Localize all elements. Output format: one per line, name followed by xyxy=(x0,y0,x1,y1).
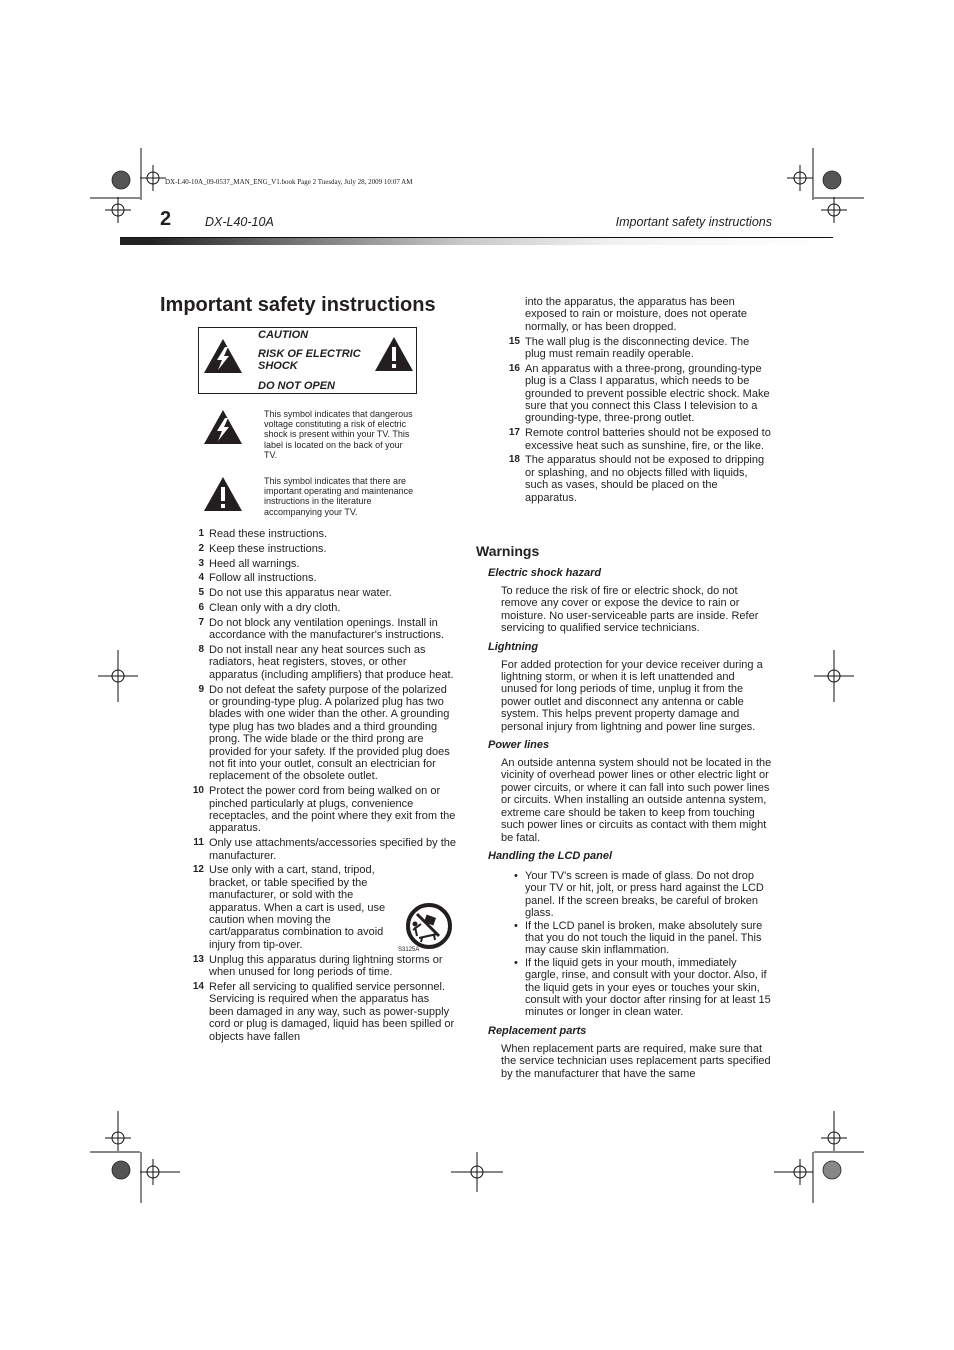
instruction-text: Do not install near any heat sources such as radiators, heat registers, stoves, or other apparatus (including amplifiers) that produce heat. xyxy=(209,643,454,681)
exclamation-triangle-icon xyxy=(374,336,414,372)
instruction-number: 8 xyxy=(198,643,204,655)
warnings-heading: Warnings xyxy=(476,543,540,559)
instruction-text: Refer all servicing to qualified service personnel. Servicing is required when the apparatus has been damaged in any way, such as power-supply cord or plug is damaged, liquid has been spilled or objects have fallen xyxy=(209,980,455,1043)
instruction-item-18 xyxy=(506,454,772,504)
instruction-number: 14 xyxy=(192,980,204,992)
header-rule xyxy=(120,237,833,245)
lcd-panel-list xyxy=(514,870,773,1019)
lightning-triangle-icon xyxy=(203,338,243,374)
symbol-description-voltage: This symbol indicates that dangerous voltage constituting a risk of electric shock is present within your TV. This label is located on the back of your TV. xyxy=(264,409,413,460)
instructions-left-column xyxy=(194,528,456,1045)
instruction-item-17 xyxy=(506,427,772,452)
instruction-text: Do not use this apparatus near water. xyxy=(209,587,392,600)
caution-box xyxy=(198,327,417,394)
instruction-number: 16 xyxy=(508,362,520,374)
instruction-number: 2 xyxy=(198,542,204,554)
instruction-number: 1 xyxy=(198,528,204,539)
replacement-parts-heading: Replacement parts xyxy=(488,1024,587,1037)
replacement-parts-text: When replacement parts are required, make sure that the service technician uses replacement parts specified by the manufacturer that have the same xyxy=(501,1042,771,1080)
instruction-item-9 xyxy=(194,684,456,783)
instruction-text: Only use attachments/accessories specified by the manufacturer. xyxy=(209,837,457,862)
instruction-number: 17 xyxy=(508,427,520,439)
instruction-text: Remote control batteries should not be exposed to excessive heat such as sunshine, fire, or the like. xyxy=(525,427,771,452)
caution-line3: DO NOT OPEN xyxy=(258,380,336,392)
instruction-number: 10 xyxy=(192,785,204,797)
caution-text xyxy=(258,329,363,392)
lightning-triangle-icon xyxy=(203,409,243,445)
instruction-text: Clean only with a dry cloth. xyxy=(209,601,341,614)
instruction-item-16 xyxy=(506,363,772,425)
instructions-list-continued xyxy=(506,336,772,504)
exclamation-triangle-icon xyxy=(203,476,243,512)
instruction-text: The wall plug is the disconnecting device. The plug must remain readily operable. xyxy=(525,335,750,361)
page-title: Important safety instructions xyxy=(160,294,436,316)
instruction-text: Use only with a cart, stand, tripod, bracket, or table specified by the manufacturer, or sold with the apparatus. When a cart is used, use caution when moving the cart/apparatus combination to avoid injury from tip-over. xyxy=(209,864,386,951)
instruction-number: 13 xyxy=(192,953,204,965)
instruction-item-6 xyxy=(194,602,456,614)
instruction-item-8 xyxy=(194,644,456,681)
lcd-panel-heading: Handling the LCD panel xyxy=(488,849,613,862)
instruction-item-1 xyxy=(194,528,456,540)
instruction-item-13 xyxy=(194,954,456,979)
instruction-text: Follow all instructions. xyxy=(209,572,317,585)
instruction-text: Do not block any ventilation openings. Install in accordance with the manufacturer's instructions. xyxy=(209,616,445,642)
power-lines-text: An outside antenna system should not be located in the vicinity of overhead power lines or other electric light or power circuits, or where it can fall into such power lines or circuits. When installing an outside antenna system, extreme care should be taken to keep from touching such power lines or circuits as contact with them might be fatal. xyxy=(501,757,772,844)
item-14-continuation: into the apparatus, the apparatus has been exposed to rain or moisture, does not operate normally, or has been dropped. xyxy=(525,296,747,333)
instruction-item-4 xyxy=(194,572,456,584)
instruction-number: 18 xyxy=(508,454,520,466)
print-slug: DX-L40-10A_09-0537_MAN_ENG_V1.book Page 2 Tuesday, July 28, 2009 10:07 AM xyxy=(165,178,413,186)
instruction-text: Heed all warnings. xyxy=(209,557,300,570)
lcd-bullet: • If the liquid gets in your mouth, immediately gargle, rinse, and consult with your doctor. Also, if the liquid gets in your eyes or touches your skin, consult with your doctor after rinsing for at least 15 minutes or longer in clean water. xyxy=(514,957,773,1019)
caution-line2: RISK OF ELECTRIC SHOCK xyxy=(258,348,361,372)
instruction-item-5 xyxy=(194,587,456,599)
warnings-section xyxy=(476,543,776,1080)
page-number: 2 xyxy=(160,208,172,230)
running-head: Important safety instructions xyxy=(615,215,772,229)
instruction-text: Read these instructions. xyxy=(209,528,328,540)
electric-shock-text: To reduce the risk of fire or electric shock, do not remove any cover or expose the device to rain or moisture. No user-serviceable parts are inside. Refer servicing to qualified service technicians. xyxy=(501,585,759,635)
instruction-number: 12 xyxy=(192,864,204,876)
symbol-description-instructions: This symbol indicates that there are important operating and maintenance instructions in the literature accompanying your TV. xyxy=(264,476,414,517)
instruction-number: 7 xyxy=(198,616,204,628)
model-number: DX-L40-10A xyxy=(205,215,274,229)
instruction-number: 6 xyxy=(198,601,204,613)
instructions-list xyxy=(194,528,456,1043)
instruction-number: 15 xyxy=(508,335,520,347)
power-lines-heading: Power lines xyxy=(488,739,550,752)
instruction-text: The apparatus should not be exposed to dripping or splashing, and no objects filled with liquids, such as vases, should be placed on the apparatus. xyxy=(525,454,765,504)
instruction-number: 9 xyxy=(198,683,204,695)
instruction-text: Protect the power cord from being walked on or pinched particularly at plugs, convenience receptacles, and the point where they exit from the apparatus. xyxy=(209,785,456,835)
instruction-number: 3 xyxy=(198,557,204,569)
instruction-text: Keep these instructions. xyxy=(209,542,327,555)
instruction-item-7 xyxy=(194,617,456,642)
lightning-text: For added protection for your device receiver during a lightning storm, or when it is left unattended and unused for long periods of time, unplug it from the power outlet and disconnect any antenna or cable system. This helps prevent property damage and personal injury from lightning and power line surges. xyxy=(501,658,763,733)
instruction-number: 4 xyxy=(198,572,204,584)
instruction-text: Unplug this apparatus during lightning storms or when unused for long periods of time. xyxy=(209,953,443,979)
lightning-heading: Lightning xyxy=(488,640,539,653)
instruction-text: An apparatus with a three-prong, grounding-type plug is a Class I apparatus, which needs to be grounded to prevent possible electric shock. Make sure that you connect this Class I television to a grounding-type, three-prong outlet. xyxy=(525,362,770,425)
lcd-bullet: • Your TV's screen is made of glass. Do not drop your TV or hit, jolt, or press hard against the LCD panel. If the screen breaks, be careful of broken glass. xyxy=(514,870,773,920)
instruction-item-3 xyxy=(194,558,456,570)
instruction-item-14 xyxy=(194,981,456,1043)
instruction-item-15 xyxy=(506,336,772,361)
instruction-number: 5 xyxy=(198,587,204,599)
instruction-text: Do not defeat the safety purpose of the polarized or grounding-type plug. A polarized plug has two blades with one wider than the other. A grounding type plug has two blades and a third grounding prong. The wide blade or the third prong are provided for your safety. If the provided plug does not fit into your outlet, consult an electrician for replacement of the obsolete outlet. xyxy=(209,683,450,783)
instructions-right-column xyxy=(506,296,772,506)
lcd-bullet: • If the LCD panel is broken, make absolutely sure that you do not touch the liquid in the panel. This may cause skin inflammation. xyxy=(514,920,773,957)
cart-tip-over-icon xyxy=(403,902,455,952)
cart-caption: S3125A xyxy=(398,947,420,953)
electric-shock-heading: Electric shock hazard xyxy=(488,567,602,579)
instruction-item-10 xyxy=(194,785,456,835)
instruction-item-2 xyxy=(194,543,456,555)
caution-line1: CAUTION xyxy=(258,329,309,341)
instruction-item-11 xyxy=(194,837,456,862)
instruction-number: 11 xyxy=(193,837,204,849)
